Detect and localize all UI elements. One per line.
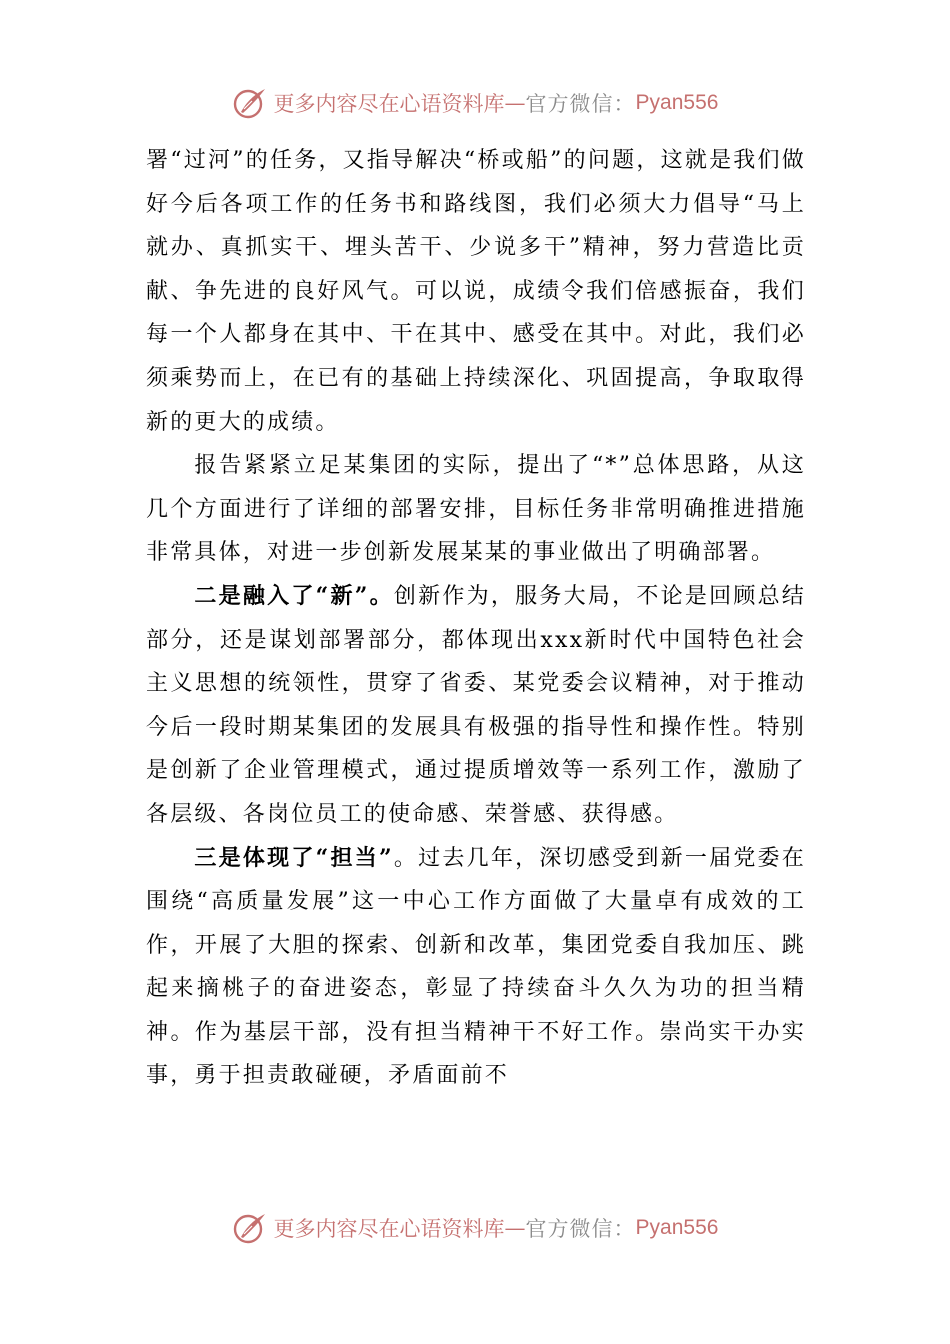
paragraph-2-text: 报告紧紧立足某集团的实际，提出了“*”总体思路，从这几个方面进行了详细的部署安排，目标任务非常明确推进措施非常具体，对进一步创新发展某某的事业做出了明确部署。 (146, 453, 806, 566)
paragraph-3 (146, 575, 806, 837)
quill-logo-icon (232, 1210, 268, 1246)
watermark-dash: — (504, 91, 526, 115)
watermark-banner-top (0, 83, 950, 123)
watermark-wechat-id: Pyan556 (635, 1216, 719, 1239)
paragraph-3-text: 创新作为，服务大局，不论是回顾总结部分，还是谋划部署部分，都体现出xxx新时代中国特色社会主义思想的统领性，贯穿了省委、某党委会议精神，对于推动今后一段时期某集团的发展具有极强的指导性和操作性。特别是创新了企业管理模式，通过提质增效等一系列工作，激励了各层级、各岗位员工的使命感、荣誉感、获得感。 (146, 583, 807, 827)
paragraph-1-text: 署“过河”的任务，又指导解决“桥或船”的问题，这就是我们做好今后各项工作的任务书和路线图，我们必须大力倡导“马上就办、真抓实干、埋头苦干、少说多干”精神，努力营造比贡献、争先进的良好风气。可以说，成绩令我们倍感振奋，我们每一个人都身在其中、干在其中、感受在其中。对此，我们必须乘势而上，在已有的基础上持续深化、巩固提高，争取取得新的更大的成绩。 (146, 148, 806, 435)
watermark-wechat-label: 官方微信： (525, 1217, 636, 1241)
watermark-wechat-label: 官方微信： (525, 92, 636, 116)
paragraph-4-text: 。过去几年，深切感受到新一届党委在围绕“高质量发展”这一中心工作方面做了大量卓有成效的工作，开展了大胆的探索、创新和改革，集团党委自我加压、跳起来摘桃子的奋进姿态，彰显了持续奋斗久久为功的担当精神。作为基层干部，没有担当精神干不好工作。崇尚实干办实事，勇于担责敢碰硬，矛盾面前不 (146, 845, 807, 1089)
paragraph-1 (146, 139, 806, 444)
watermark-banner-bottom (0, 1208, 950, 1248)
paragraph-3-heading: 二是融入了“新”。 (194, 582, 394, 609)
watermark-wechat-id: Pyan556 (635, 91, 719, 114)
watermark-text: 更多内容尽在心语资料库 (273, 1217, 505, 1241)
watermark-dash: — (504, 1216, 526, 1240)
document-body (146, 139, 806, 1098)
quill-logo-icon (232, 85, 268, 121)
paragraph-4 (146, 837, 806, 1099)
watermark-text: 更多内容尽在心语资料库 (273, 92, 505, 116)
paragraph-2 (146, 444, 806, 575)
paragraph-4-heading: 三是体现了“担当” (194, 844, 394, 871)
